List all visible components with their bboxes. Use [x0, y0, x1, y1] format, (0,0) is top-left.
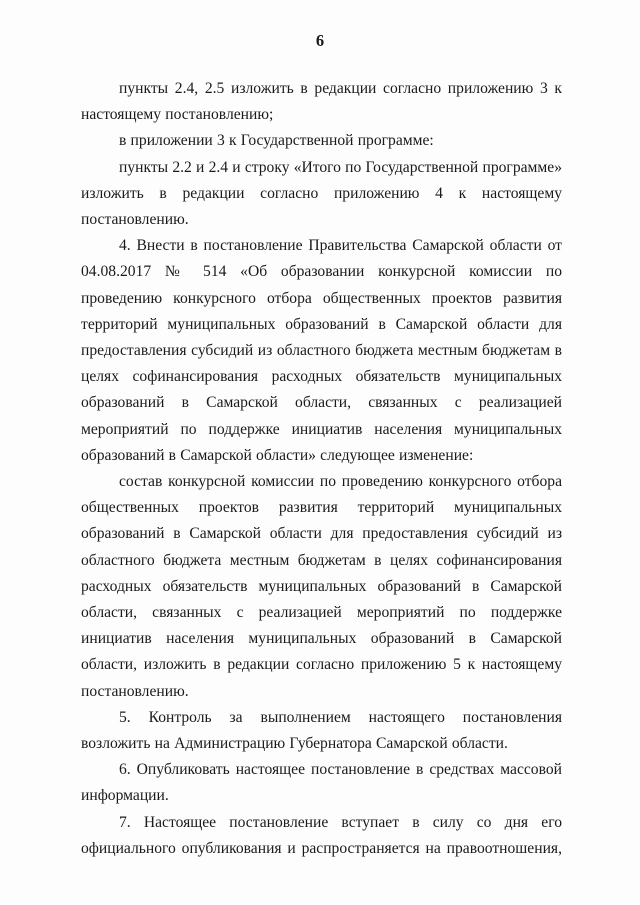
- page-number: 6: [315, 31, 325, 50]
- paragraph-item-5: 5. Контроль за выполнением настоящего постановления возложить на Администрацию Губернатора Самарской области.: [81, 708, 562, 753]
- paragraph-item-4: 4. Внести в постановление Правительства Самарской области от 04.08.2017 № 514 «Об образовании конкурсной комиссии по проведению конкурсного отбора общественных проектов развития территорий муниципальных образований в Самарской области для предоставления субсидий из областного бюджета местным бюджетам в целях софинансирования расходных обязательств муниципальных образований в Самарской области, связанных с реализацией мероприятий по поддержке инициатив населения муниципальных образований в Самарской области» следующее изменение:: [81, 237, 562, 464]
- paragraph-item-6: 6. Опубликовать настоящее постановление в средствах массовой информации.: [81, 761, 562, 805]
- paragraph-item-7: 7. Настоящее постановление вступает в силу со дня его официального опубликования и распространяется на правоотношения,: [81, 813, 562, 857]
- paragraph-items-2-2-2-4-total: пункты 2.2 и 2.4 и строку «Итого по Государственной программе» изложить в редакции согласно приложению 4 к настоящему постановлению.: [81, 158, 562, 229]
- document-body: [81, 76, 562, 862]
- paragraph-commission-composition: состав конкурсной комиссии по проведению конкурсного отбора общественных проектов развития территорий муниципальных образований в Самарской области для предоставления субсидий из областного бюджета местным бюджетам в целях софинансирования расходных обязательств муниципальных образований в Самарской области, связанных с реализацией мероприятий по поддержке инициатив населения муниципальных образований в Самарской области, изложить в редакции согласно приложению 5 к настоящему постановлению.: [81, 473, 562, 700]
- paragraph-appendix-3-heading: в приложении 3 к Государственной программе:: [119, 132, 434, 150]
- paragraph-items-2-4-2-5: пункты 2.4, 2.5 изложить в редакции согласно приложению 3 к настоящему постановлению;: [81, 80, 562, 124]
